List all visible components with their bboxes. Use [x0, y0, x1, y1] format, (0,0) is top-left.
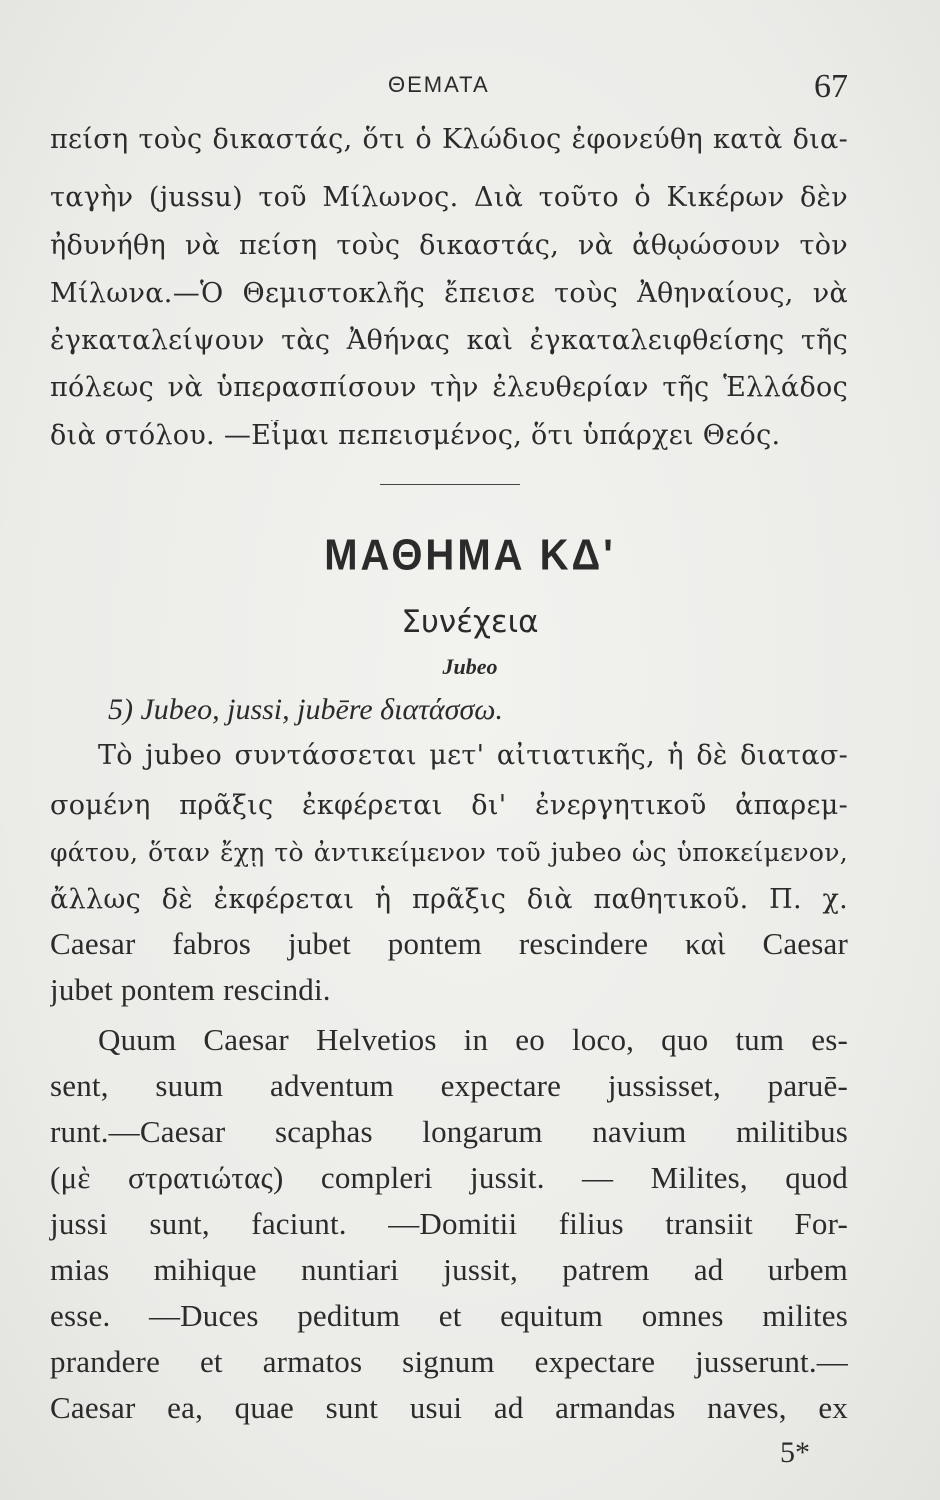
lesson-topic: Jubeo: [442, 654, 498, 679]
text-line: (μὲ στρατιώτας) compleri jussit. — Milites, quod: [50, 1160, 848, 1195]
text-line: ταγὴν (jussu) τοῦ Μίλωνος. Διὰ τοῦτο ὁ Κικέρων δὲν: [50, 182, 848, 213]
running-title: ΘΕΜΑΤΑ: [388, 72, 490, 97]
rule-statement: 5) Jubeo, jussi, jubēre διατάσσω.: [108, 693, 503, 726]
text-line: jubet pontem rescindi.: [50, 972, 331, 1007]
text-line: Τὸ jubeo συντάσσεται μετ' αἰτιατικῆς, ἡ δὲ διατασ-: [98, 740, 848, 771]
text-line: σομένη πρᾶξις ἐκφέρεται δι' ἐνεργητικοῦ ἀπαρεμ-: [50, 790, 848, 821]
section-divider: [380, 484, 520, 485]
text-line: Μίλωνα.—Ὁ Θεμιστοκλῆς ἔπεισε τοὺς Ἀθηναίους, νὰ: [50, 278, 848, 309]
text-line: Caesar ea, quae sunt usui ad armandas naves, ex: [50, 1390, 848, 1425]
signature-mark: 5*: [780, 1436, 810, 1469]
text-line: Caesar fabros jubet pontem rescindere καὶ Caesar: [50, 926, 848, 961]
text-line: πείση τοὺς δικαστάς, ὅτι ὁ Κλώδιος ἐφονεύθη κατὰ δια-: [50, 124, 848, 155]
text-line: ἠδυνήθη νὰ πείση τοὺς δικαστάς, νὰ ἀθῳώσουν τὸν: [50, 230, 848, 261]
lesson-subtitle: Συνέχεια: [401, 604, 539, 640]
text-line: ἐγκαταλείψουν τὰς Ἀθήνας καὶ ἐγκαταλειφθείσης τῆς: [50, 325, 848, 356]
page-header: [0, 64, 940, 114]
text-line: runt.—Caesar scaphas longarum navium militibus: [50, 1114, 848, 1149]
text-line: esse. —Duces peditum et equitum omnes milites: [50, 1298, 848, 1333]
text-line: ἄλλως δὲ ἐκφέρεται ἡ πρᾶξις διὰ παθητικοῦ. Π. χ.: [50, 884, 848, 915]
text-line: διὰ στόλου. —Εἶμαι πεπεισμένος, ὅτι ὑπάρχει Θεός.: [50, 420, 781, 451]
text-line: mias mihique nuntiari jussit, patrem ad urbem: [50, 1252, 848, 1287]
text-line: sent, suum adventum expectare jussisset, paruē-: [50, 1068, 848, 1103]
text-line: prandere et armatos signum expectare jusserunt.—: [50, 1344, 848, 1379]
text-line: πόλεως νὰ ὑπερασπίσουν τὴν ἐλευθερίαν τῆς Ἑλλάδος: [50, 372, 848, 403]
lesson-title: ΜΑΘΗΜΑ ΚΔʹ: [324, 530, 616, 580]
text-line: φάτου, ὅταν ἔχῃ τὸ ἀντικείμενον τοῦ jubeo ὡς ὑποκείμενον,: [50, 838, 848, 867]
page-number: 67: [814, 68, 848, 105]
text-line: jussi sunt, faciunt. —Domitii filius transiit For-: [50, 1206, 848, 1241]
text-line: Quum Caesar Helvetios in eo loco, quo tum es-: [98, 1022, 848, 1057]
